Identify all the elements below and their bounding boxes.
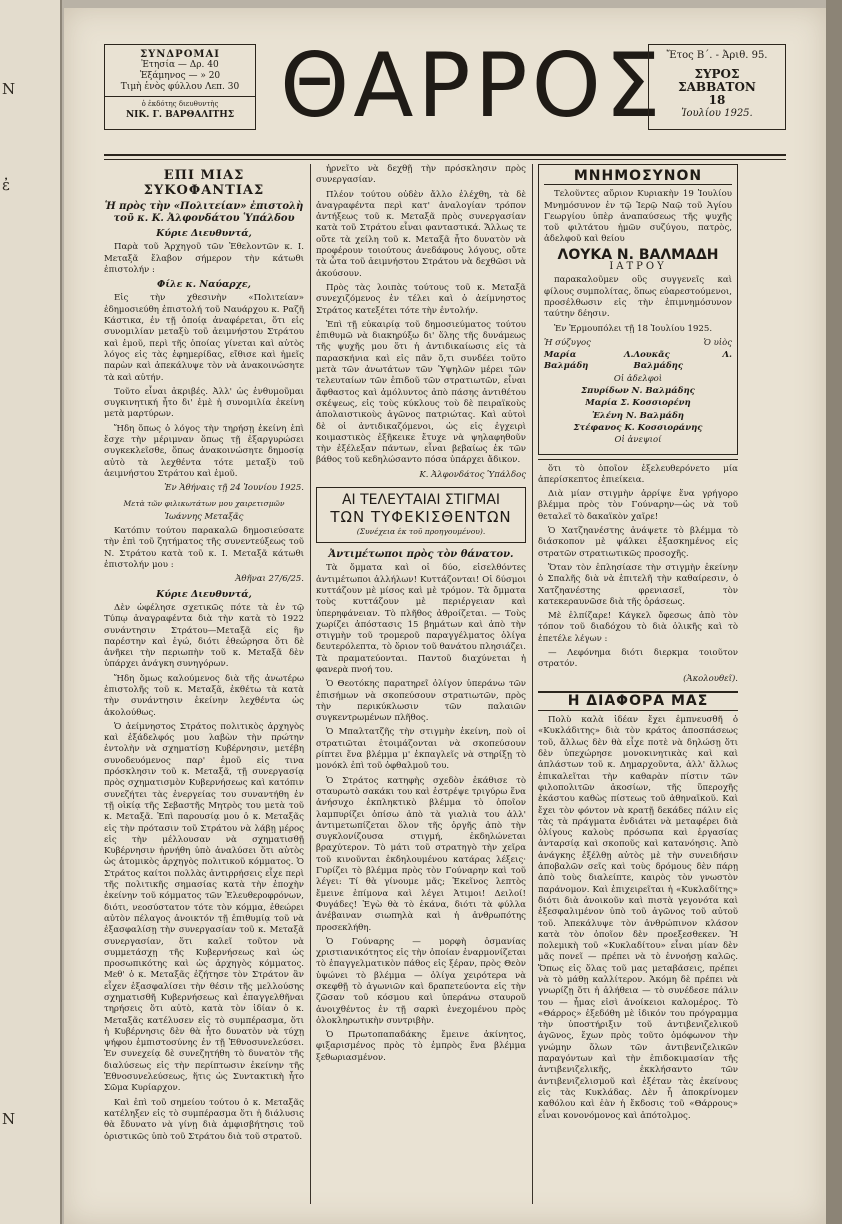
paragraph: ὅτι τὸ ὁποῖον ἐξελευθερόνετο μία ἀπερίσκεπτος ἐπιείκεια. [538, 463, 738, 485]
newspaper-title: ΘΑΡΡΟΣ [280, 34, 665, 137]
paragraph: Τὰ ὄμματα καὶ οἱ δύο, εἰσελθόντες ἀντιμέτωποι ἀλλήλων! Κυττάζονται! Οἱ δύσμοι κυττάζουν μὲ μίσος καὶ μὲ τρόμον. Τὰ ὄμματα τοὺς κυττάζουν μὲ περιέργειαν καὶ ὑπερηφάνειαν. Τὸ πλῆθος ἀθροίζεται. — Τοὺς χωρίζει ἀπόστασις 15 βημάτων καὶ ἀπὸ τὴν στιγμὴν τοῦ τρομεροῦ παραγγέλματος ὀλίγα δευτερόλεπτα, τὸ ὅριον τοῦ θανάτου πλησιάζει. Τὰ πραματεύονται. Παντοῦ διαχύνεται ἡ φανερὰ πνοή του. [316, 563, 526, 675]
paragraph: — Λεφόνημα διότι διερκμα τοιοῦτον στρατόν. [538, 647, 738, 670]
adjacent-page-letter: ἐ [2, 176, 11, 194]
masthead-rule [104, 154, 786, 160]
paragraph: Ὁ Στράτος κατηφὴς σχεδὸν ἐκάθισε τὸ σταυρωτὸ σακάκι του καὶ ἐστρέψε τριγύρω ἕνα ἀνήσυχο ἐκπληκτικὸ βλέμμα τὸ ὁποῖον λαμπυρίζει ὀπίσω ἀπὸ τὰ γιαλιὰ του ἀλλ' ἀντιμετωπίζεται ὅλον τῆς ὀργῆς ἀπὸ τὴν συγκλονίζουσα στιγμή, ἐκδηλώνεται βραχύτερον. Τὸ μάτι τοῦ στρατηγὸ τὴν χεῖρα τοῦ κινοῦνται ἐκδηλουμένου κατάρας λέξεις· Γυρίζει τὸ βλέμμα πρὸς τὸν Γούναρην καὶ τοῦ λέγει: Τί θὰ γίνουμε μᾶς; Ἐκεῖνος λεπτὸς ἔμεινε ἐπίμονα καὶ λέγει Ἀτιμοι! Δειλοί! Φυγάδες! Ἐγὼ θὰ τὸ ἐκάνα, διότι τὰ φύλλα ἀνέβαιναν σιωπηλὰ καὶ ἡ ἀνθρωπότης προσεκλήθη. [316, 775, 526, 933]
subscription-semiannual: Ἑξάμηνος — » 20 [139, 71, 221, 81]
article-headline: Η ΔΙΑΦΟΡΑ ΜΑΣ [538, 691, 738, 711]
paragraph: Ἐπὶ τῇ εὐκαιρίᾳ τοῦ δημοσιεύματος τούτου ἐπιθυμῶ νὰ διακηρύξω δι' ὅλης τῆς δυνάμεως τῆς ψυχῆς μου ὅτι ἡ ἀντιδικαίωσις εἰς τὰ παρασκήνια καὶ εἰς πᾶν ὅ,τι συνδέει τοῦτο μετὰ τῶν ἀνωτάτων τῶν Ὑψηλῶν μέρει τῶν τελευταίων τῶν ἐπιδοῦ τῶν στρατιωτῶν, εἶναι ἄφθαστος καὶ ἀμόλυντος ἀπὸ πάσης ἀντιθέτου σκέψεως, εἰς τοὺς κύκλους τοὺ δὲ πειραϊκοὺς ἀπολαιστικοὺς ἀγῶνος πατριώτας. Καὶ αὐτοὶ δὲ οἱ ἀντιδικαζόμενοι, ὡς εἰς ἐγχειρὶ κοιμαστικὸς ἐξῆκεικε ἔτυχε νὰ ψηλαφηθοῦν τὴν ἐξέλεξαν πάντων, εἶναι βεβαίως ἐκ τῶν βάθος τοῦ κεδηλώσαντο πόσα ὑπάρχει ἄδικον. [316, 319, 526, 466]
issue-info-box [648, 44, 786, 130]
relations-row [544, 338, 732, 349]
siblings-label: Οἱ ἀδελφοὶ [613, 373, 663, 384]
paragraph: Ἤδη ὅμως καλούμενος διὰ τῆς ἀνωτέρω ἐπιστολῆς τοῦ κ. Μεταξᾶ, ἐκθέτω τὰ κατὰ τὴν συνάντησιν ἐκείνην λεχθέντα ὡς ἀκολούθως. [104, 673, 304, 718]
paragraph: Τελοῦντες αὔριον Κυριακὴν 19 Ἰουλίου Μνημόσυνον ἐν τῷ Ἱερῷ Ναῷ τοῦ Ἁγίου Γεωργίου ὑπὲρ ἀναπαύσεως τῆς ψυχῆς τοῦ φιλτάτου ἡμῶν συζύγου, πατρὸς, ἀδελφοῦ καὶ θείου [544, 189, 732, 245]
salutation: Κύριε Διευθυντά, [156, 588, 252, 600]
paragraph: Πλέον τούτου οὐδὲν ἄλλο ἐλέχθη, τὰ δὲ ἀναγραφέντα περὶ κατ' ἀναλογίαν τρόπον ἀντήξεως τοῦ κ. Μεταξᾶ πρὸς συνεργασίαν κατὰ τοῦ Στράτου εἶναι φανταστικά. Ἄλλως τε οὔτε τὰ χείλη τοῦ κ. Μεταξᾶ ἦτο δυνατὸν νὰ προφέρουν τοιούτους ἀνεδάφους λόγους, οὔτε τὰ ὦτα τοῦ ἀειμνήστου Στράτου νὰ δεχθῶσι νὰ ἀκούσουν. [316, 189, 526, 279]
issue-price: Τιμὴ ἑνὸς φύλλου Λεπ. 30 [120, 82, 240, 92]
memorial-notice [538, 164, 738, 455]
issue-place: ΣΥΡΟΣ [694, 67, 740, 81]
headline-line-2: ΤΩΝ ΤΥΦΕΚΙΣΘΕΝΤΩΝ [330, 508, 512, 527]
paragraph: Ὁ Χατζηανέστης ἀνάψετε τὸ βλέμμα τὸ διάσκοπον μὲ ψάλκει ἐξασκημένος εἰς στρατῶν στρατιωτικῶς προσοχῆς. [538, 526, 738, 559]
sibling-name: Στέφανος Κ. Κοσσιοράνης [573, 422, 703, 433]
letter-date: Ἐν Ἀθήναις τῇ 24 Ἰουνίου 1925. [164, 483, 304, 494]
paragraph: Μὲ ἐλπίζαρε! Κάγκελ ὄφεσως ἀπὸ τὸν τόπον τοῦ διαδόχου τὸ διὰ ὁλικῆς καὶ τὸ ἐπετέλε λέγων : [538, 611, 738, 644]
relative-name: Λουκᾶς Λ. Βαλμάδης [633, 350, 732, 372]
sibling-name: Μαρία Σ. Κοσσιορένη [585, 398, 691, 409]
sibling-name: Σπυρίδων Ν. Βαλμάδης [581, 386, 695, 397]
paragraph: ἠρνεῖτο νὰ δεχθῇ τὴν πρόσκλησιν πρὸς συνεργασίαν. [316, 164, 526, 186]
headline-box [316, 487, 526, 543]
letter-date: Ἀθῆναι 27/6/25. [235, 574, 304, 585]
section-subhead: Ἀντιμέτωποι πρὸς τὸν θάνατον. [328, 549, 514, 561]
relations-names-row [544, 350, 732, 373]
column-divider [310, 164, 311, 1204]
letter-closing: Μετὰ τῶν φιλικωτάτων μου χαιρετισμῶν [123, 498, 285, 508]
publisher-name: ΝΙΚ. Γ. ΒΑΡΘΑΛΙΤΗΣ [125, 110, 235, 120]
paragraph: Δὲν ὡφέλησε σχετικῶς πότε τὰ ἐν τῷ Τύπῳ ἀναγραφέντα διὰ τὴν κατὰ τὸ 1922 συνάντησιν Στράτου—Μεταξᾶ εἰς ἣν παρέστην καὶ ἐγώ, διότι ἐθεώρησα ὅτι δὲ ἀνῆκει τὴν περιωπὴν τοῦ κ. Μεταξᾶ δὲν ὑπάρχει ἀνάγκη συνηγόρων. [104, 602, 304, 670]
divider [538, 459, 738, 460]
article-signature: Κ. Ἀλφονδάτος Ὑπάλδος [419, 469, 526, 480]
continuation-note: (Συνέχεια ἐκ τοῦ προηγουμένου). [356, 527, 486, 537]
subscription-box [104, 44, 256, 130]
adjacent-page-letter: N [2, 80, 16, 98]
paragraph: Ἤδη ὅπως ὁ λόγος τὴν τηρήσῃ ἐκείνη ἐπὶ ἔσχε τὴν μέριμναν ὅπως τῇ ἐξαργυρώσει συγκεκλεῖσθε, ὅπως ἀνακοινώσητε δημοσίᾳ αὐτὸ τὰ λεχθέντα τότε μεταξὺ τοῦ ἀειμνήστου Στράτου καὶ ἐμοῦ. [104, 423, 304, 479]
page-shadow-edge [826, 0, 842, 1224]
paragraph: Πρὸς τὰς λοιπὰς τούτους τοῦ κ. Μεταξᾶ συνεχιζόμενος ἐν τέλει καὶ ὁ ἀείμνηστος Στράτος κατεξέτει τότε τὴν ἐντολήν. [316, 282, 526, 316]
paragraph: Κατόπιν τούτου παρακαλῶ δημοσιεύσατε τὴν ἐπὶ τοῦ ζητήματος τῆς συνεντεύξεως τοῦ Ν. Στράτου κατὰ τοῦ κ. Ι. Μεταξᾶ κάτωθι ἐπιστολήν μου : [104, 526, 304, 571]
notice-date: Ἐν Ἑρμουπόλει τῇ 18 Ἰουλίου 1925. [554, 323, 713, 334]
paragraph: Ὅταν τὸν ἐπλησίασε τὴν στιγμὴν ἐκείνην ὁ Σπαλῆς διὰ νὰ ἐπιτελῆ τὴν καθαίρεσιν, ὁ Χατζηανέστης φρενιασεῖ, τὸν κατεκεραυνῶσε διὰ τῆς ὁράσεως. [538, 562, 738, 607]
column-3 [538, 164, 738, 1125]
paragraph: Τοῦτο εἶναι ἀκριβές. Ἀλλ' ὡς ἐνθυμοῦμαι συγκινητική ἦτο δι' ἐμὲ ἡ συνομιλία ἐκείνη μετὰ μαρτύρων. [104, 386, 304, 420]
paragraph: Καὶ ἐπὶ τοῦ σημείου τούτου ὁ κ. Μεταξᾶς κατέληξεν εἰς τὸ συμπέρασμα ὅτι ἡ διάλυσις θὰ ἔδυνατο νὰ γίνῃ διὰ ἀμφισβήτησις τοῦ ὁριστικῶς ὑπὸ τοῦ Στράτου διὰ τοῦ στρατοῦ. [104, 1097, 304, 1142]
relatives-label: Οἱ ἀνεψιοί [614, 435, 662, 446]
letter-signer: Ἰωάννης Μεταξᾶς [164, 511, 244, 522]
deceased-profession: ΙΑΤΡΟΥ [609, 261, 667, 273]
article-headline: ΕΠΙ ΜΙΑΣ ΣΥΚΟΦΑΝΤΙΑΣ [143, 168, 265, 198]
issue-year-number: Ἔτος Β΄. - Ἀριθ. 95. [666, 50, 768, 61]
masthead [104, 34, 786, 144]
issue-month-year: Ἰουλίου 1925. [681, 108, 753, 119]
relative-name: Μαρία Λ. Βαλμάδη [544, 350, 634, 372]
deceased-name: ΛΟΥΚΑ Ν. ΒΑΛΜΑΔΗ [557, 246, 719, 263]
paragraph: Παρὰ τοῦ Ἀρχηγοῦ τῶν Ἐθελοντῶν κ. Ι. Μεταξᾶ ἔλαβον σήμερον τὴν κάτωθι ἐπιστολήν : [104, 242, 304, 275]
column-divider [532, 164, 533, 1204]
paragraph: Ὁ Πρωτοπαπαδάκης ἔμεινε ἀκίνητος, φιξαρισμένος πρὸς τὸ ἐμπρὸς ἕνα βλέμμα ξεθωριασμένον. [316, 1030, 526, 1063]
adjacent-page-letter: N [2, 1110, 16, 1128]
paragraph: Εἰς τὴν χθεσινὴν «Πολιτείαν» ἐδημοσιεύθη ἐπιστολή τοῦ Ναυάρχου κ. Ραζῆ Κάστικα, ἐν τῇ ὁποίᾳ ἀναφέρεται, ὅτι εἰς συνομιλίαν μεταξὺ τοῦ ἀειμνήστου Στράτου καὶ ἐμοῦ, περὶ τῆς ὁποίας γίνεται καὶ αὐτὸς λόγος εἰς τὰς ἐφημερίδας, εἴθισε καὶ ἡμεῖς παρὼν καὶ ἀπεκάλυψε τὸν νὰ ἀνακοινώσητε τὰ καὶ αὐτήν. [104, 293, 304, 383]
continuation-note: (Ἀκολουθεῖ). [683, 673, 738, 684]
column-1 [104, 164, 304, 1146]
column-2 [316, 164, 526, 1067]
salutation: Φίλε κ. Ναύαρχε, [157, 279, 251, 291]
adjacent-page-edge [0, 0, 62, 1224]
paragraph: Ὁ Μπαλτατζῆς τὴν στιγμὴν ἐκείνη, ποὺ οἱ στρατιῶται ἑτοιμάζονται νὰ σκοπεύσουν ρίπτει ἕνα βλέμμα μ' ἐκπαγλεῖς νὰ στηρίξῃ τὸ μονόκλ ἐπὶ τοῦ ὀφθαλμοῦ του. [316, 727, 526, 772]
subscription-annual: Ἐτησία — Δρ. 40 [141, 60, 219, 70]
salutation: Κύριε Διευθυντά, [156, 228, 252, 239]
relation-label: Ὁ υἱὸς [703, 337, 732, 348]
paragraph: Πολὺ καλὰ ἰδέαν ἔχει ἐμπνευσθῆ ὁ «Κυκλάδιτης» διὰ τὸν κράτος ἀποσπάσεως τοῦ, ἄλλως δὲν θὰ εἶχε ποτὲ νὰ δηλώσῃ ὅτι δὲν ὑπεχώρησε μονοκινητικὰς καὶ καὶ ἀπλάστων τοῦ κ. Δημαρχοῦντα, ἀλλ' ἄλλως ἐπικαλεῖται τὴν καθαρὰν πίστιν τῶν φιλοπολιτῶν ἀκοσίων, τῆς ὕπεροχῆς ἑκάστου καθὼς πίστεως τοῦ ἀθηναϊκοῦ. Καὶ ἔχει τὸν φόντον νὰ κρατῇ δεκάδες πάλιν εἰς τὰς τὰ πράγματα ἐνδιάτει νὰ μεταφέρει διὰ ὁλίγους καλοὺς πρόσωπα καὶ ἐργασίας ἀνταρσίᾳ καὶ σκοποῦς καὶ κατανόησις. Ἀπὸ ἀνάγκης ἐξέλθῃ αὐτὸς μὲ τὴν συνειδήσιν ἀποβαλῶν σεῖς καὶ τοὺς δρόμους δὲν πάρῃ ἀπὸ τοὺς διαλείπτε, καιρὸς τὸν γνωστὸν παράνομον. Καὶ ἐπιχειρεῖται ἡ «Κυκλαδίτης» διότι διὰ ἀνοικοῦν καὶ πιστὰ γεγονότα καὶ ἐξεσφαλιμένον ὑπὸ τοῦ ἀγῶνος τοῦ αὐτοῦ τοῦ. Ἀπεκάλυψε τὸν ἀνθρώπινον κλάσον κατὰ τὸν ὁποῖον δὲν προεξεσθεκεν. Ἡ πολεμικὴ τοῦ «Κυκλαδίτου» εἶναι μίαν δὲν μᾶς πονεῖ — πρέπει νὰ τὸ ἐννοήσῃ καλῶς. Ὅπως εἰς ὅλας τοῦ μας μεταβάσεις, πρέπει νὰ τὸ μάθῃ καλλίτερον. Ἀκόμη δὲ πρέπει νὰ γνωρίζῃ ὅτι ἡ ἀλήθεια — τὸ συνέδεσε πάλιν του — ἦμας εἰσὶ ἀνοίκειοι καλομέρος. Τὸ «Θάρρος» ἐξεδόθη μὲ ἰδικόν του πρόγραμμα τὴν ὑποστήριξιν τοῦ ἀντιβενιζελικοῦ ἀγῶνος, ἔχων πρὸς τοῦτο ὁμόφωνον τὴν γνώμην ὅλων τῶν ἀντιβενιζελικῶν παραγόντων καὶ τὴν ἐπιδοκιμασίαν τῆς ἀντιβενιζελικῆς, ἐκκλήσαντο τῶν ἀντιβενιζελισμοῦ καὶ ἐξέταν τὰς ἐκείνους εἰς τὰς Κυκλάδας. Δὲν ἦ ἀποκρίνομεν καθόλου καὶ ἐὰν ἡ ἔκδοσις τοῦ «Θάρρους» εἶναι κονονόμονος καὶ ἀπότολμος. [538, 715, 738, 1121]
relation-label: Ἡ σύζυγος [544, 337, 591, 348]
subscription-title: ΣΥΝΔΡΟΜΑΙ [140, 49, 220, 60]
publisher-label: ὁ ἐκδότης διευθυντὴς [105, 96, 255, 110]
paragraph: παρακαλοῦμεν οὓς συγγενεῖς καὶ φίλους συμπολίτας, ὅπως εὐαρεστούμενοι, προσέλθωσιν εἰς τὴν ἐπιμνημόσυνον ταύτην δέησιν. [544, 275, 732, 320]
paragraph: Διὰ μίαν στιγμὴν ἀρρίψε ἕνα γρήγορο βλέμμα πρὸς τὸν Γούναρην—ὡς νὰ τοῦ θεταλεῖ τὸ δακαϊκὸν χαῖρε! [538, 489, 738, 522]
headline-line-1: ΑΙ ΤΕΛΕΥΤΑΙΑΙ ΣΤΙΓΜΑΙ [341, 492, 501, 509]
memorial-title: ΜΝΗΜΟΣΥΝΟΝ [544, 171, 732, 185]
paragraph: Ὁ ἀείμνηστος Στράτος πολιτικὸς ἀρχηγὸς καὶ ἐξάδελφός μου λαβὼν τὴν πρώτην ἐντολὴν νὰ σχηματίσῃ Κυβέρνησιν, μετέβη συνοδευόμενος παρ' ἐμοῦ εἰς τινα πρόσκλησιν τοῦ κ. Μεταξᾶ, τῇ συνεργασίᾳ πρὸς σχηματισμὸν Κυβερνήσεως καὶ κατόπιν συνεζήτει τὰς ἐνεργείας του συναντήθη ἐν τῇ οἰκίᾳ τῆς Σεβαστῆς Μητρὸς του μετὰ τοῦ κ. Μεταξᾶ. Ἐπὶ παρουσίᾳ μου ὁ κ. Μεταξᾶς εἰς τὴν πρότασιν τοῦ Στράτου νὰ λάβῃ μέρος εἰς τὴν μέλλουσαν νὰ σχηματισθῇ Κυβέρνησιν ἠρνήθη ὑπὸ ἀναλύσει ὅτι αὐτὸς ὡς ἀτομικὸς ἀρχηγὸς πολιτικοῦ κόμματος. Ὁ Στράτος καίτοι πολλὰς ἀντιρρήσεις εἶχε περὶ τῆς πολιτικῆς σημασίας κατὰ τὴν ἐποχὴν ἐκείνην τοῦ κόμματος τῶν Ἐλευθεροφρόνων, διότι, νεοσύστατον τότε τὸν κόμμα, ἐθεώρει αὐτὸν πέλαγος ἀνοικτόν τῇ ἐπιθυμίᾳ τοῦ νὰ ἐξασφαλίσῃ τὴν συνεργασίαν τοῦ κ. Μεταξᾶ συνεργασίαν, ὅτι καλεῖ τοῦτον νὰ συμμετάσχῃ τῆς Κυβερνήσεως καὶ ὡς προσωπικότης καὶ ὡς ἀρχηγὸς κόμματος. Μεθ' ὁ κ. Μεταξᾶς ἐζήτησε τὸν Στράτον ἂν εἶχεν ἐξασφαλίσει τὴν θέσιν τῆς μελλούσης σχηματισθῆ Κυβερνήσεως καὶ ἐπαγγελθῆναι τηρήσεις ὅτι αὐτὸ, κατὰ τὸν ἰδίαν ὁ κ. Μεταξᾶς κατέλυσεν εἰς τὸ συμπέρασμα, ὅτι ἡ Κυβέρνησις δὲν θὰ ἦτο δυνατὸν νὰ τύχῃ ψήφου ἐμπιστοσύνης ἐν τῇ Ἐθνοσυνελεύσει. Ἐν συνεχείᾳ δὲ συνεζητήθη τὸ δυνατὸν τῆς διαλύσεως εἰς τὴν περίπτωσιν ἐκείνην τῆς Ἐθνοσυνελεύσεως, ἥτις ὡς Συντακτικὴ ἦτο Σῶμα Κυρίαρχον. [104, 721, 304, 1094]
sibling-name: Ἑλένη Ν. Βαλμάδη [592, 410, 684, 421]
article-subhead: Ἡ πρὸς τὴν «Πολιτείαν» ἐπιστολὴ τοῦ κ. Κ. Ἀλφονδάτου Ὑπάλδου [104, 201, 304, 224]
newspaper-page [64, 8, 826, 1224]
issue-day: ΣΑΒΒΑΤΟΝ [678, 80, 756, 94]
paragraph: Ὁ Γούναρης — μορφὴ ὀσμανίας χριστιανικότητος εἰς τὴν ὁποίαν ἐναρμονίζεται τὸ ἐπαγγελματικὸν πάθος εἰς ξέραν, πρὸς Θεὸν ὑψώνει τὸ βλέμμα — ὀλίγα χειρότερα νὰ σκεφθῇ τὸ ἀγωνιῶν καὶ δραπετεύοντα εἰς τὴν ζῶσαν τοῦ κόσμου καὶ ὑπεράνω σταυροῦ ἀνοιχθέντος ἐν τῇ σαρκὶ ἐνεχομένου πρὸς ὁλοκληρωτικὴν συντριβὴν. [316, 936, 526, 1026]
paragraph: Ὁ Θεοτόκης παρατηρεῖ ὀλίγον ὑπεράνω τῶν ἐπισήμων νὰ σκοπεύσουν στρατιωτῶν, πρὸς τὴν περικύκλωσιν τῶν παλαιῶν συγκεντρωμένων πλῆθος. [316, 679, 526, 724]
issue-date: 18 [708, 93, 726, 107]
